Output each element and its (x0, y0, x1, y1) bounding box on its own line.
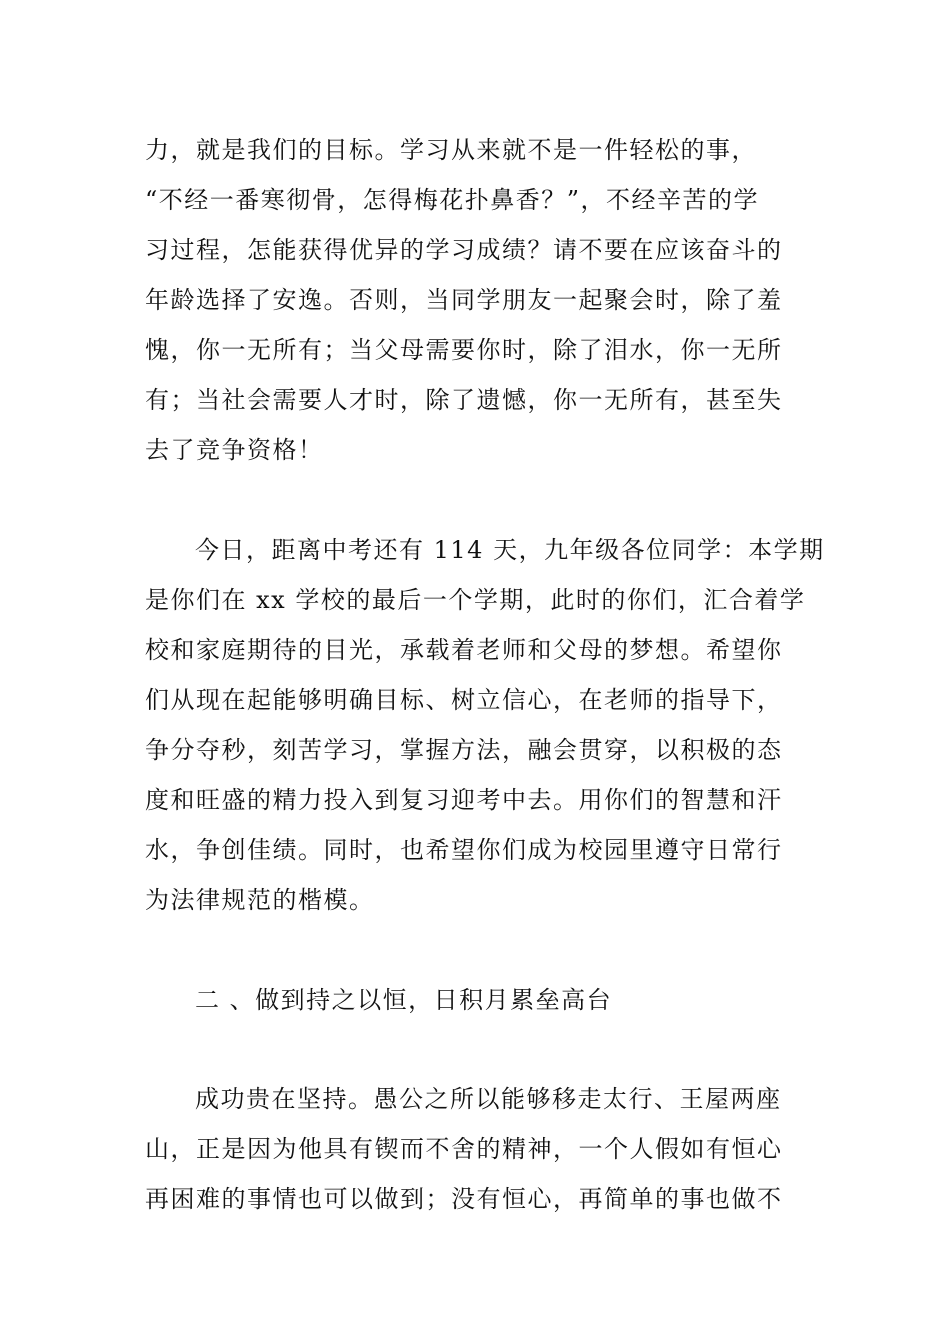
paragraph-2-line: 今日，距离中考还有 114 天，九年级各位同学：本学期 (195, 536, 825, 564)
section-heading: 二 、做到持之以恒，日积月累垒高台 (195, 986, 613, 1014)
paragraph-1-line: 愧，你一无所有；当父母需要你时，除了泪水，你一无所 (145, 336, 783, 364)
paragraph-3-line: 山，正是因为他具有锲而不舍的精神，一个人假如有恒心 (145, 1135, 783, 1163)
paragraph-1-line: “不经一番寒彻骨，怎得梅花扑鼻香？”，不经辛苦的学 (145, 186, 760, 214)
paragraph-1-line: 去了竞争资格！ (145, 436, 324, 464)
paragraph-2-line: 为法律规范的楷模。 (145, 886, 375, 914)
paragraph-1-line: 力，就是我们的目标。学习从来就不是一件轻松的事， (145, 136, 757, 164)
paragraph-1-line: 有；当社会需要人才时，除了遗憾，你一无所有，甚至失 (145, 386, 783, 414)
paragraph-2-line: 校和家庭期待的目光，承载着老师和父母的梦想。希望你 (145, 636, 783, 664)
paragraph-2-line: 度和旺盛的精力投入到复习迎考中去。用你们的智慧和汗 (145, 786, 783, 814)
paragraph-2-line: 们从现在起能够明确目标、树立信心，在老师的指导下， (145, 686, 783, 714)
paragraph-2-line: 水，争创佳绩。同时，也希望你们成为校园里遵守日常行 (145, 836, 783, 864)
paragraph-2-line: 争分夺秒，刻苦学习，掌握方法，融会贯穿，以积极的态 (145, 736, 783, 764)
paragraph-2-line: 是你们在 xx 学校的最后一个学期，此时的你们，汇合着学 (145, 586, 806, 614)
paragraph-3-line: 成功贵在坚持。愚公之所以能够移走太行、王屋两座 (195, 1085, 782, 1113)
paragraph-1-line: 习过程，怎能获得优异的学习成绩？请不要在应该奋斗的 (145, 236, 783, 264)
paragraph-3-line: 再困难的事情也可以做到；没有恒心，再简单的事也做不 (145, 1185, 783, 1213)
paragraph-1-line: 年龄选择了安逸。否则，当同学朋友一起聚会时，除了羞 (145, 286, 783, 314)
